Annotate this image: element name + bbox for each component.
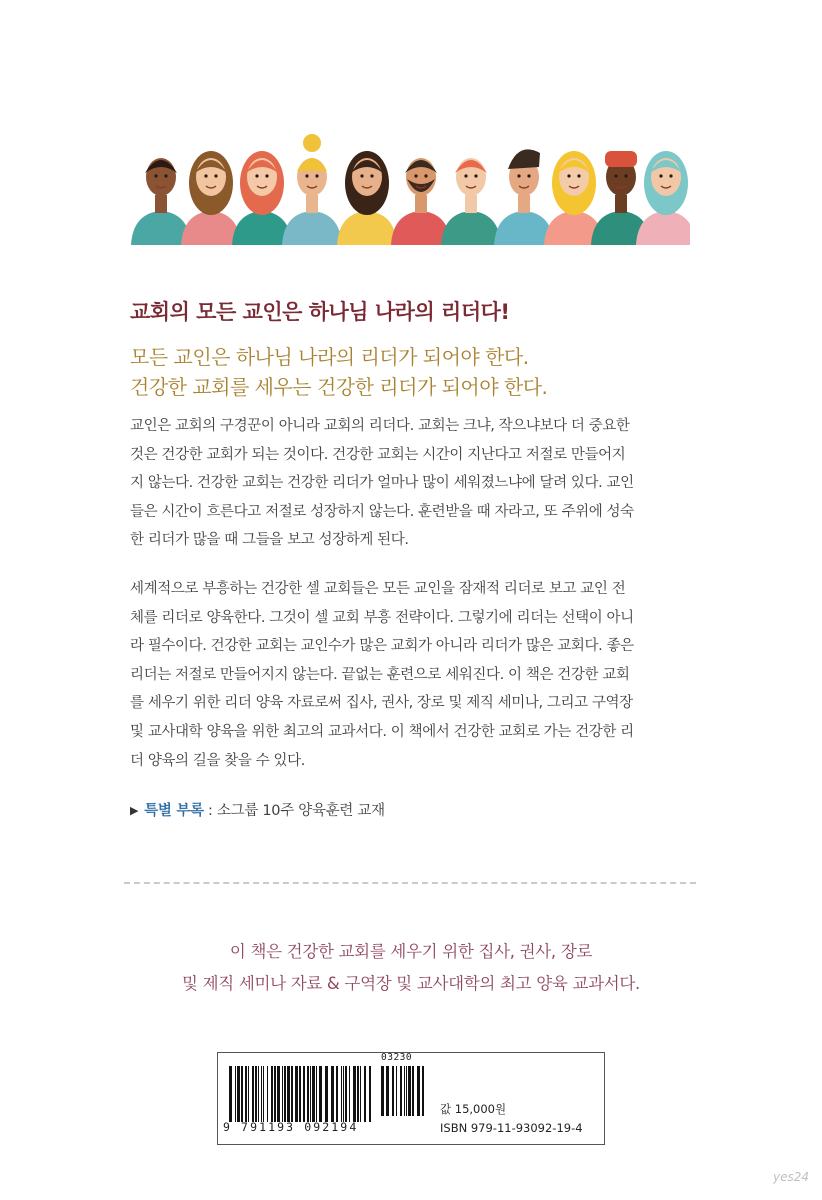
- barcode-bar: [316, 1066, 317, 1122]
- headline: 교회의 모든 교인은 하나님 나라의 리더다!: [130, 300, 510, 324]
- barcode-bar: [345, 1066, 347, 1122]
- barcode-bar: [277, 1066, 280, 1122]
- barcode-bar: [261, 1066, 262, 1122]
- paragraph-line: 한 리더가 많을 때 그들을 보고 성장하게 된다.: [130, 532, 409, 549]
- barcode-bar: [274, 1066, 276, 1122]
- barcode-bar: [396, 1066, 397, 1116]
- barcode-bar: [263, 1066, 264, 1122]
- barcode-bar: [295, 1066, 298, 1122]
- barcode-bar: [287, 1066, 290, 1122]
- paragraph-1: [130, 412, 690, 555]
- special-appendix: [130, 799, 385, 820]
- barcode-bar: [271, 1066, 273, 1122]
- appendix-text: : 소그룹 10주 양육훈련 교재: [203, 803, 385, 819]
- barcode-bar: [353, 1066, 356, 1122]
- person-figure: [181, 151, 241, 245]
- barcode-bar: [241, 1066, 243, 1122]
- barcode-bar: [349, 1066, 350, 1122]
- barcode-bar: [282, 1066, 283, 1122]
- people-illustration: [129, 131, 690, 245]
- paragraph-line: 교인은 교회의 구경꾼이 아니라 교회의 리더다. 교회는 크냐, 작으냐보다 더 중요한: [130, 418, 630, 434]
- barcode-bar: [284, 1066, 286, 1122]
- barcode-bar: [364, 1066, 366, 1122]
- paragraph-line: 및 교사대학 양육을 위한 최고의 교과서다. 이 책에서 건강한 교회로 가는 건강한 리: [130, 723, 634, 740]
- barcode-bar: [299, 1066, 301, 1122]
- barcode-bar: [325, 1066, 328, 1122]
- paragraph-line: 라 필수이다. 건강한 교회는 교인수가 많은 교회가 아니라 리더가 많은 교회다. 좋은: [130, 638, 634, 655]
- barcode-bar: [336, 1066, 338, 1122]
- barcode-bar: [229, 1066, 232, 1122]
- person-figure: [282, 134, 342, 245]
- barcode-bar: [248, 1066, 249, 1122]
- paragraph-line: 리더는 저절로 만들어지지 않는다. 끝없는 훈련으로 세워진다. 이 책은 건강한 교회: [130, 666, 630, 683]
- summary-line-1: 이 책은 건강한 교회를 세우기 위한 집사, 권사, 장로: [229, 942, 593, 961]
- paragraph-line: 세계적으로 부흥하는 건강한 셀 교회들은 모든 교인을 잠재적 리더로 보고 교인 전: [130, 581, 626, 597]
- person-figure: [441, 158, 501, 245]
- barcode-bar: [343, 1066, 344, 1122]
- barcode-bar: [400, 1066, 402, 1116]
- barcode-bar: [417, 1066, 420, 1116]
- subheadline-1: 모든 교인은 하나님 나라의 리더가 되어야 한다.: [130, 345, 529, 369]
- paragraph-line: 더 양육의 길을 찾을 수 있다.: [130, 752, 305, 769]
- barcode-bar: [386, 1066, 389, 1116]
- barcode-bar: [412, 1066, 414, 1116]
- barcode-bar: [404, 1066, 405, 1116]
- addon-code: 03230: [381, 1052, 413, 1063]
- paragraph-line: 를 세우기 위한 리더 양육 자료로써 집사, 권사, 장로 및 제직 세미나, 그리고 구역장: [130, 695, 633, 712]
- barcode-bar: [255, 1066, 257, 1122]
- barcode-bar: [331, 1066, 334, 1122]
- barcode-bar: [307, 1066, 309, 1122]
- barcode-bar: [422, 1066, 424, 1116]
- barcode-bar: [291, 1066, 293, 1122]
- barcode-bar: [381, 1066, 384, 1116]
- triangle-bullet-icon: ▶: [130, 804, 139, 817]
- isbn-barcode-bars: [229, 1066, 375, 1122]
- barcode-bar: [392, 1066, 394, 1116]
- paragraph-2: [130, 575, 690, 775]
- barcode-bar: [235, 1066, 236, 1122]
- person-figure: [131, 158, 191, 245]
- barcode-bar: [252, 1066, 254, 1122]
- barcode-bar: [319, 1066, 322, 1122]
- barcode-bar: [360, 1066, 361, 1122]
- person-figure: [494, 149, 554, 245]
- appendix-label: 특별 부록: [144, 803, 204, 819]
- barcode-digits: 9 791193 092194: [223, 1120, 359, 1134]
- paragraph-line: 것은 건강한 교회가 되는 것이다. 건강한 교회는 시간이 지난다고 저절로 만들어지: [130, 446, 626, 463]
- paragraph-line: 지 않는다. 건강한 교회는 건강한 리더가 얼마나 많이 세워졌느냐에 달려 있다. 교인: [130, 475, 634, 492]
- dashed-divider: [124, 882, 696, 884]
- barcode-bar: [408, 1066, 411, 1116]
- barcode-bar: [357, 1066, 359, 1122]
- barcode-bar: [369, 1066, 371, 1122]
- barcode-bar: [341, 1066, 342, 1122]
- barcode-bar: [267, 1066, 268, 1122]
- barcode-bar: [237, 1066, 240, 1122]
- barcode-bar: [258, 1066, 259, 1122]
- isbn-number: ISBN 979-11-93092-19-4: [440, 1121, 583, 1135]
- paragraph-line: 들은 시간이 흐른다고 저절로 성장하지 않는다. 훈련받을 때 자라고, 또 주위에 성숙: [130, 503, 634, 520]
- summary-line-2: 및 제직 세미나 자료 & 구역장 및 교사대학의 최고 양육 교과서다.: [182, 974, 640, 993]
- barcode-bar: [310, 1066, 311, 1122]
- person-figure: [337, 151, 397, 245]
- barcode-bar: [312, 1066, 315, 1122]
- barcode-bar: [406, 1066, 407, 1116]
- person-figure: [636, 151, 690, 245]
- subheadline-2: 건강한 교회를 세우는 건강한 리더가 되어야 한다.: [130, 375, 548, 399]
- watermark: yes24: [773, 1170, 810, 1184]
- price: 값 15,000원: [440, 1102, 507, 1116]
- addon-barcode-bars: [381, 1066, 427, 1116]
- barcode-bar: [245, 1066, 247, 1122]
- barcode-bar: [303, 1066, 305, 1122]
- paragraph-line: 체를 리더로 양육한다. 그것이 셀 교회 부흥 전략이다. 그렇기에 리더는 선택이 아니: [130, 609, 634, 626]
- person-figure: [391, 158, 451, 245]
- person-figure: [232, 151, 292, 245]
